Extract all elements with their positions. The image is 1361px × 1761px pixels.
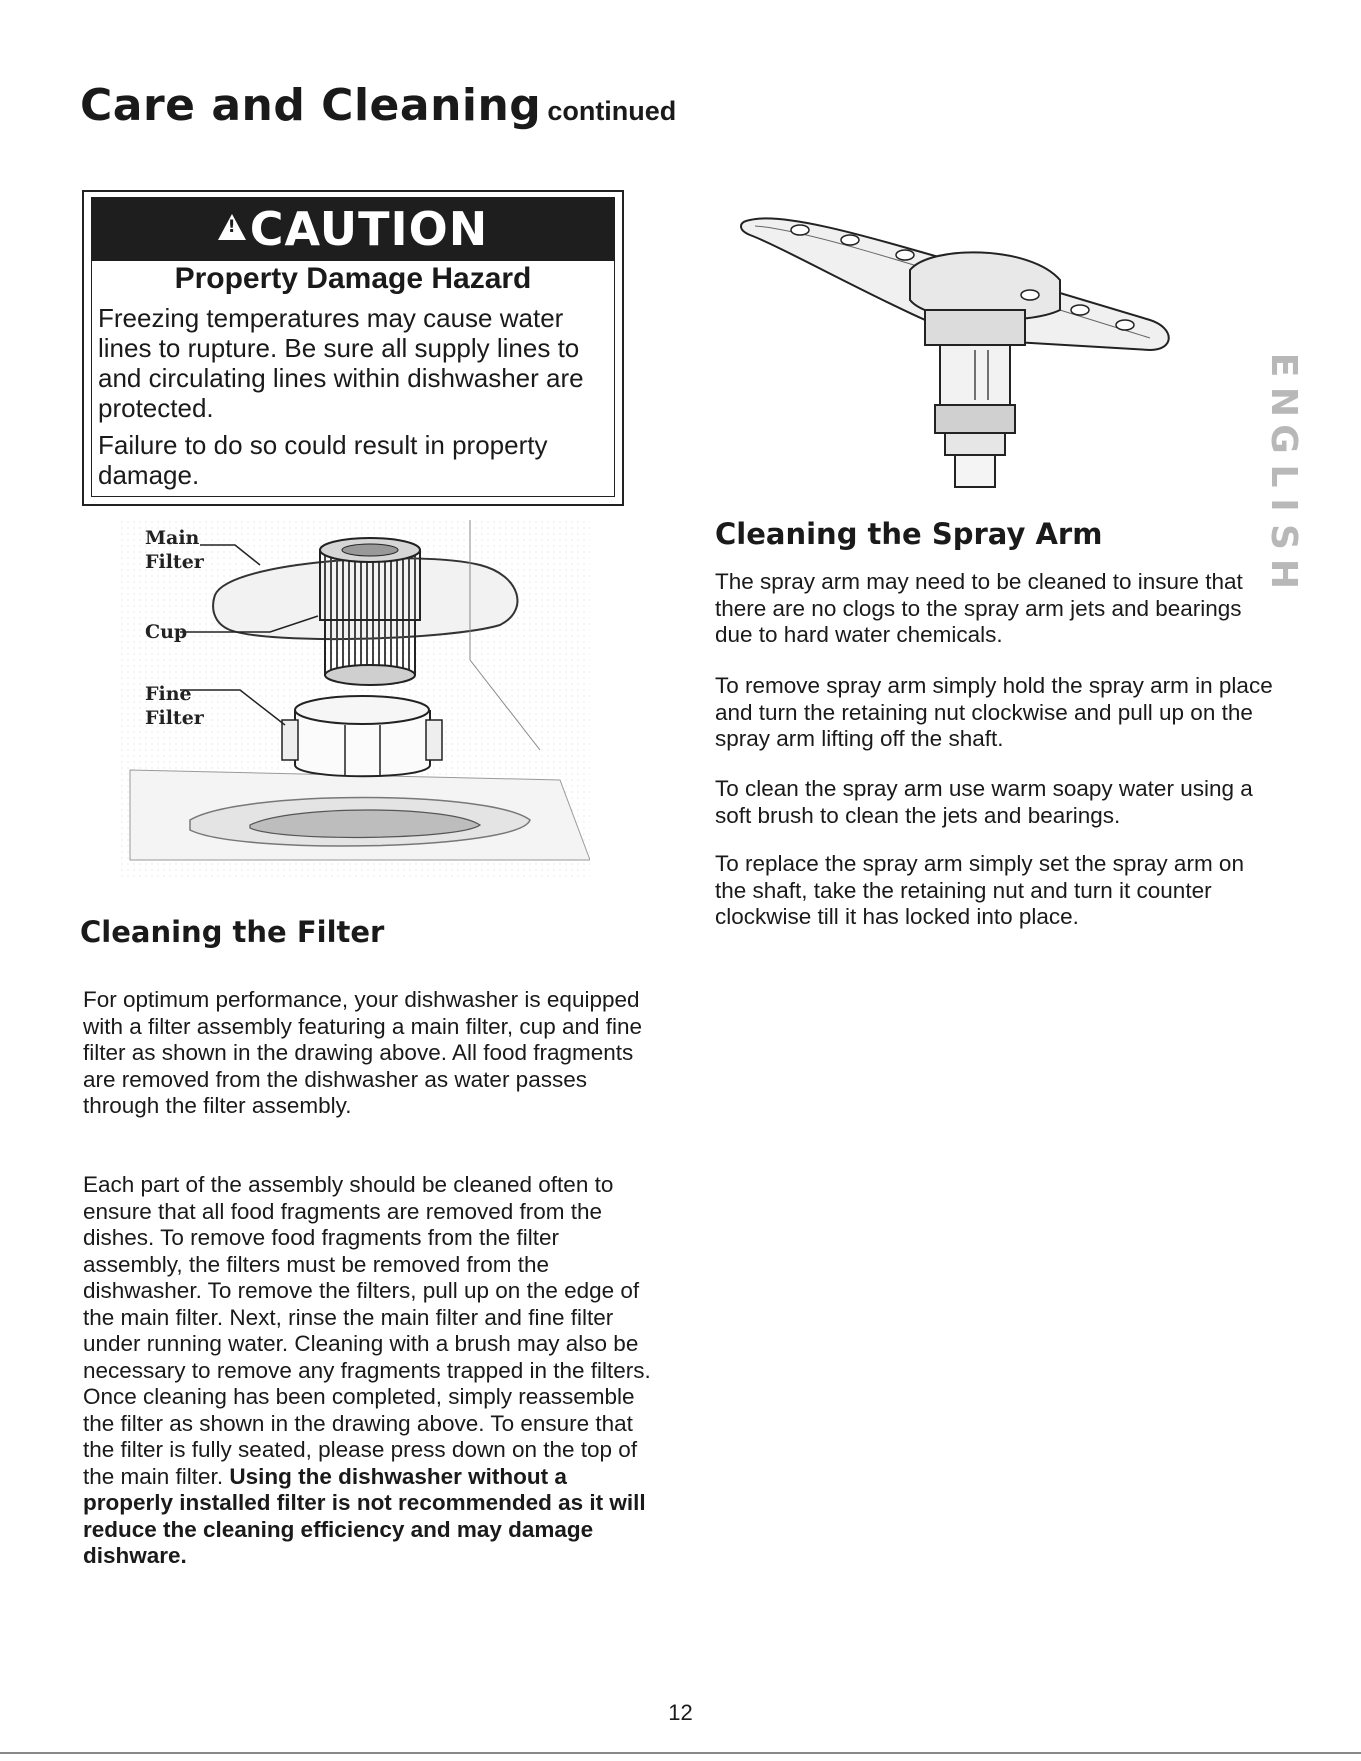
warning-triangle-icon: [218, 214, 246, 240]
side-tab-letter: E: [1263, 352, 1304, 378]
filter-assembly-illustration: [120, 520, 590, 880]
cleaning-spray-arm-heading: Cleaning the Spray Arm: [715, 517, 1103, 551]
cleaning-filter-heading: Cleaning the Filter: [80, 915, 385, 949]
side-tab-letter: I: [1263, 498, 1304, 512]
caution-box: [82, 190, 624, 506]
language-side-tab: [1263, 345, 1304, 605]
hazard-paragraph: Freezing temperatures may cause water lines to rupture. Be sure all supply lines to and circulating lines within dishwasher are protected.: [98, 303, 584, 423]
bottom-rule: [0, 1752, 1361, 1754]
page-title-suffix: continued: [547, 96, 677, 126]
side-tab-letter: G: [1263, 424, 1304, 454]
cleaning-filter-warning: Using the dishwasher without a properly installed filter is not recommended as it will reduce the cleaning efficiency and may damage dishware.: [83, 1463, 646, 1568]
caution-banner: [91, 197, 615, 261]
side-tab-letter: H: [1263, 558, 1304, 590]
page-title-text: Care and Cleaning: [80, 80, 542, 131]
fine-filter-label: Fine: [145, 683, 192, 705]
side-tab-letter: S: [1263, 524, 1304, 550]
spray-arm-paragraph-3: To clean the spray arm use warm soapy water using a soft brush to clean the jets and bearings.: [715, 776, 1253, 828]
fine-filter-label-line2: Filter: [145, 707, 204, 729]
page-number: 12: [668, 1700, 693, 1725]
cleaning-filter-paragraph-2: [83, 1172, 653, 1570]
main-filter-label-line2: Filter: [145, 551, 204, 573]
spray-arm-paragraph-2: To remove spray arm simply hold the spray arm in place and turn the retaining nut clockwise and pull up on the spray arm lifting off the shaft.: [715, 673, 1273, 751]
cup-label: Cup: [145, 621, 188, 643]
cleaning-filter-instructions: Each part of the assembly should be cleaned often to ensure that all food fragments are removed from the dishes. To remove food fragments from the filter assembly, the filters must be removed from the dishwasher. To remove the filters, pull up on the edge of the main filter. Next, rinse the main filter and fine filter under running water. Cleaning with a brush may also be necessary to remove any fragments trapped in the filters. Once cleaning has been completed, simply reassemble the filter as shown in the drawing above. To ensure that the filter is fully seated, please press down on the top of the main filter.: [83, 1172, 651, 1489]
spray-arm-paragraph-4: To replace the spray arm simply set the spray arm on the shaft, take the retaining nut and turn it counter clockwise till it has locked into place.: [715, 851, 1244, 929]
page-title: [80, 80, 676, 131]
main-filter-label: Main: [145, 527, 200, 549]
spray-arm-paragraph-1: The spray arm may need to be cleaned to insure that there are no clogs to the spray arm jets and bearings due to hard water chemicals.: [715, 569, 1243, 647]
side-tab-letter: N: [1263, 386, 1304, 418]
hazard-consequence-paragraph: Failure to do so could result in property damage.: [98, 430, 548, 490]
spray-arm-illustration: [730, 200, 1200, 500]
hazard-title: Property Damage Hazard: [174, 262, 532, 295]
side-tab-letter: L: [1263, 464, 1304, 488]
caution-label: CAUTION: [249, 202, 489, 256]
cleaning-filter-paragraph-1: For optimum performance, your dishwasher is equipped with a filter assembly featuring a main filter, cup and fine filter as shown in the drawing above. All food fragments are removed from the dishwasher as water passes through the filter assembly.: [83, 987, 643, 1118]
